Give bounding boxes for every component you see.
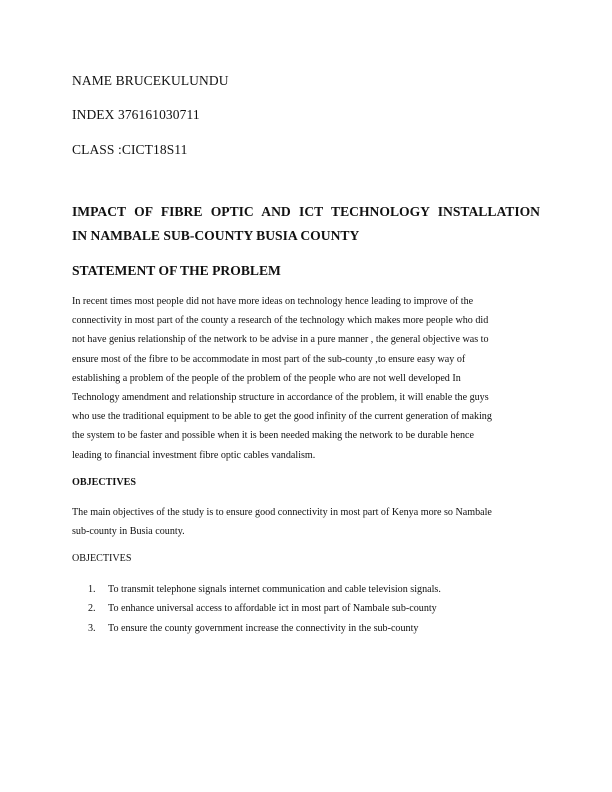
paragraph-line: connectivity in most part of the county a research of the technology which makes more people who did	[72, 315, 489, 327]
list-item	[88, 599, 441, 618]
list-item-number: 1.	[88, 584, 96, 595]
list-item	[88, 580, 441, 599]
list-item-text: To ensure the county government increase the connectivity in the sub-county	[108, 622, 419, 634]
list-item-text: To transmit telephone signals internet communication and cable television signals.	[108, 584, 441, 595]
title-line-1: IMPACT OF FIBRE OPTIC AND ICT TECHNOLOGY INSTALLATION	[72, 204, 540, 219]
statement-heading: STATEMENT OF THE PROBLEM	[72, 263, 281, 278]
paragraph-line: leading to financial investment fibre optic cables vandalism.	[72, 449, 316, 461]
list-item-number: 3.	[88, 622, 96, 634]
objectives-list-heading: OBJECTIVES	[72, 553, 132, 564]
list-item-text: To enhance universal access to affordable ict in most part of Nambale sub-county	[108, 603, 437, 615]
list-item	[88, 619, 441, 638]
list-item-number: 2.	[88, 603, 96, 615]
paragraph-line: The main objectives of the study is to ensure good connectivity in most part of Kenya more so Nambale	[72, 507, 492, 518]
objectives-heading: OBJECTIVES	[72, 477, 136, 488]
paragraph-line: ensure most of the fibre to be accommodate in most part of the sub-county ,to ensure easy way of	[72, 353, 466, 365]
document-title	[72, 200, 540, 248]
title-line-2: IN NAMBALE SUB-COUNTY BUSIA COUNTY	[72, 228, 360, 243]
paragraph-line: who use the traditional equipment to be able to get the good infinity of the current generation of making	[72, 411, 492, 423]
statement-paragraph	[72, 292, 542, 465]
paragraph-line: In recent times most people did not have more ideas on technology hence leading to improve of the	[72, 296, 474, 307]
objectives-paragraph	[72, 503, 542, 541]
paragraph-line: not have genius relationship of the network to be advise in a pure manner , the general objective was to	[72, 334, 489, 346]
student-index: INDEX 376161030711	[72, 107, 200, 122]
paragraph-line: the system to be faster and possible when it is been needed making the network to be durable hence	[72, 430, 474, 442]
paragraph-line: Technology amendment and relationship structure in accordance of the problem, it will enable the guys	[72, 392, 489, 404]
paragraph-line: establishing a problem of the people of the problem of the people who are not well developed In	[72, 372, 461, 384]
student-class: CLASS :CICT18S11	[72, 142, 188, 157]
objectives-list	[88, 580, 441, 638]
paragraph-line: sub-county in Busia county.	[72, 526, 185, 538]
student-name: NAME BRUCEKULUNDU	[72, 73, 229, 88]
